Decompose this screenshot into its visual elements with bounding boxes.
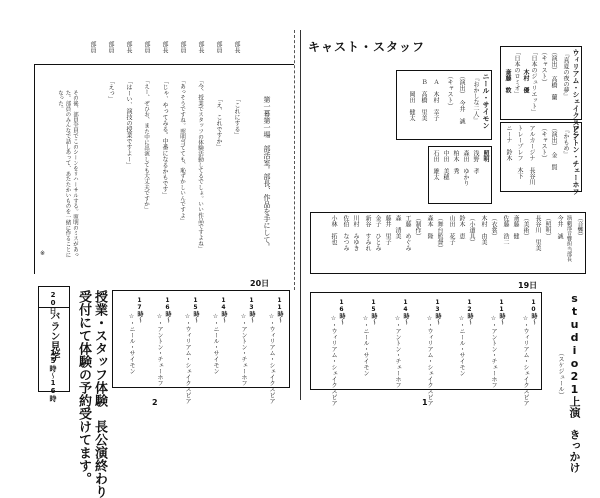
staff-entry: 長谷川 里美 <box>534 215 541 251</box>
staff-entry: （小道具） <box>468 215 475 245</box>
cast-author: ニール・サイモン <box>482 73 490 129</box>
visit-box <box>38 286 70 402</box>
cast-row: （キャスト） <box>446 73 453 109</box>
schedule-name: ☆・ニール・サイモン <box>128 313 135 374</box>
cast-row: 斎藤 敦 <box>504 63 511 93</box>
cast-row: 岡田 健太 <box>408 73 415 121</box>
staff-entry: （舞台監督） <box>436 215 443 251</box>
schedule-name: ☆・ウィリアム・シェイクスピア <box>268 313 275 404</box>
cast-row: （キャスト） <box>540 125 547 161</box>
cast-row: ニーナ 鈴木 <box>505 125 512 161</box>
schedule-time: 16時〜 <box>338 299 345 325</box>
staff-entry: 川村 みゆき <box>352 215 359 251</box>
right-page <box>300 0 600 473</box>
schedule-name: ☆・ウィリアム・シェイクスピア <box>184 313 191 404</box>
staff-entry: 木村 由美 <box>480 215 487 245</box>
speaker-label: 部長 <box>161 41 168 53</box>
cast-work: 『真夏の夜の夢』 <box>562 51 569 99</box>
cast-row: Ａ 木村 幸子 <box>432 73 439 121</box>
cast-row: （演出） 高橋 蘭 <box>550 49 557 100</box>
schedule-name: ☆・アントン・チェーホフ <box>156 313 163 386</box>
cast-box-1 <box>500 46 582 140</box>
staff-entry: 藤井 里子 <box>384 215 391 245</box>
schedule-box-19 <box>310 292 542 406</box>
schedule-time: 13時〜 <box>248 297 255 323</box>
staff-entry: （照明） <box>544 215 551 239</box>
speaker-label: 部員 <box>89 41 96 53</box>
cast-row: 木村 優 <box>522 63 529 93</box>
page-number: 1 <box>422 398 428 407</box>
staff-entry: 新谷 すみれ <box>364 215 371 251</box>
staff-entry: 鈴木 恵 <box>458 215 465 239</box>
margin-guide <box>294 30 295 290</box>
intro-line: 受付にて体験の予約受けてます。 <box>76 290 91 485</box>
intro-line: 授業・スタッフ体験 長公演終わり <box>92 290 107 498</box>
page-number: 2 <box>152 398 158 407</box>
script-note: その後、部員全員でこのシーンをリハーサルする。照明のミスがあった。部員のみんなで話しあって、あたたかいものを一緒に作ることになった。 <box>57 90 78 258</box>
script-line: 「これにする」 <box>233 96 240 138</box>
schedule-time: 15時〜 <box>370 299 377 325</box>
cast-author: アントン・チェーホフ <box>572 125 580 195</box>
schedule-box-20 <box>112 290 290 404</box>
script-top-rule <box>34 64 294 65</box>
speaker-label: 部長 <box>233 41 240 53</box>
staff-entry: 小林 拓也 <box>330 215 337 245</box>
cast-row: （演出） 金 賢 <box>550 125 557 170</box>
schedule-time: 17時〜 <box>136 297 143 323</box>
script-left-rule <box>34 64 35 274</box>
cast-row: アルカージナ 長谷川 <box>528 125 535 185</box>
visit-item: バラン見学 <box>48 311 59 361</box>
visit-time: 15時〜16時 <box>49 349 57 402</box>
staff-entry: （制作） <box>414 215 421 239</box>
schedule-time: 14時〜 <box>402 299 409 325</box>
visit-divider <box>39 307 69 308</box>
schedule-day-label: 19日 <box>518 281 538 290</box>
script-line: 「あっそうですね。照明当てても、恥ずかしいんですよ」 <box>179 78 185 224</box>
performance-subtitle: （スケジュール） <box>557 350 564 398</box>
staff-box <box>310 212 586 274</box>
schedule-name: ☆・アントン・チェーホフ <box>490 315 497 388</box>
cast-row: （演出） 今井 誠 <box>458 73 465 124</box>
schedule-time: 14時〜 <box>220 297 227 323</box>
schedule-time: 11時〜 <box>498 299 505 325</box>
cast-row: （キャスト） <box>540 49 547 85</box>
script-line: 「え、これですか」 <box>215 96 222 150</box>
cast-row: 「日本のジュリエット」 <box>530 49 537 115</box>
cast-row: Ｂ 高橋 里美 <box>420 73 427 121</box>
cast-author: 照明 <box>482 150 489 162</box>
cast-box-3 <box>396 70 492 140</box>
speaker-label: 部員 <box>179 41 186 53</box>
schedule-time: 15時〜 <box>192 297 199 323</box>
cast-work: 『かもめ』 <box>562 127 569 157</box>
staff-entry: （衣裳） <box>490 215 497 239</box>
cast-row: 森田 ゆかり <box>462 150 469 186</box>
script-line: 「えっ」 <box>107 78 114 102</box>
staff-entry: 森 清美 <box>394 215 401 239</box>
script-line: 「えー、ぜひお、また中に出演しても大丈夫ですか」 <box>143 78 149 213</box>
visit-date: 20日 <box>49 291 57 314</box>
scene-heading: 第一幕第一場 部活室。部長、作品を手にして。 <box>263 96 271 250</box>
schedule-time: 13時〜 <box>434 299 441 325</box>
cast-work: 『おかしな二人』 <box>472 75 479 123</box>
staff-entry: （美術） <box>522 215 529 239</box>
cast-row: 浅野 孝 <box>472 150 479 174</box>
cast-row: 石田 雄太 <box>432 150 439 180</box>
staff-entry: 佐伯 なつみ <box>342 215 349 251</box>
schedule-time: 11時〜 <box>276 297 283 323</box>
staff-entry: 山田 花子 <box>448 215 455 245</box>
cast-row: トレープレフ 木下 <box>516 125 523 179</box>
script-line: 「じゃ、やってみる。中番になるかもです」 <box>161 78 168 198</box>
schedule-name: ☆・ニール・サイモン <box>458 315 465 376</box>
staff-entry: 今井 誠 <box>556 215 563 239</box>
staff-entry: 金子 ひとみ <box>374 215 381 251</box>
cast-row: 「日本のロミオ」 <box>513 49 520 97</box>
staff-entry: 演劇部音響担当部長 <box>566 215 572 262</box>
page-title: キャスト・スタッフ <box>308 40 426 54</box>
staff-entry: 工藤 めぐみ <box>404 215 411 251</box>
cast-row: 柏木 秀 <box>452 150 459 174</box>
script-line: 「はーい、演技の授業ですよー」 <box>125 78 132 168</box>
speaker-label: 部員 <box>107 41 114 53</box>
speaker-label: 部員 <box>143 41 150 53</box>
schedule-name: ☆・ウィリアム・シェイクスピア <box>522 315 529 406</box>
schedule-time: 10時〜 <box>530 299 537 325</box>
schedule-day-label: 20日 <box>250 279 270 288</box>
schedule-time: 16時〜 <box>164 297 171 323</box>
staff-entry: （音響） <box>576 215 583 239</box>
cast-box-2 <box>500 122 582 195</box>
script-line: 「今、授業でスタッフの体験活動してるでしょ。いい作品ですよね」 <box>197 78 203 252</box>
schedule-name: ☆・ウィリアム・シェイクスピア <box>330 315 337 406</box>
staff-entry: 斎藤 健 <box>512 215 519 239</box>
footnote-mark: ※ <box>40 250 46 257</box>
schedule-name: ☆・アントン・チェーホフ <box>240 313 247 386</box>
staff-entry: 佐藤 浩二 <box>502 215 509 245</box>
performance-title: studio21上演 きっかけ <box>568 292 581 473</box>
cast-row: 中田 美穂 <box>442 150 449 180</box>
speaker-label: 部長 <box>197 41 204 53</box>
staff-entry: 森本 隆 <box>426 215 433 239</box>
speaker-label: 部長 <box>125 41 132 53</box>
cast-author: ウィリアム・シェイクスピア <box>572 49 580 140</box>
schedule-name: ☆・ニール・サイモン <box>362 315 369 376</box>
schedule-name: ☆・アントン・チェーホフ <box>394 315 401 388</box>
schedule-name: ☆・ウィリアム・シェイクスピア <box>426 315 433 406</box>
schedule-time: 12時〜 <box>466 299 473 325</box>
speaker-label: 部員 <box>215 41 222 53</box>
schedule-name: ☆・ニール・サイモン <box>212 313 219 374</box>
cast-box-4 <box>428 146 492 204</box>
